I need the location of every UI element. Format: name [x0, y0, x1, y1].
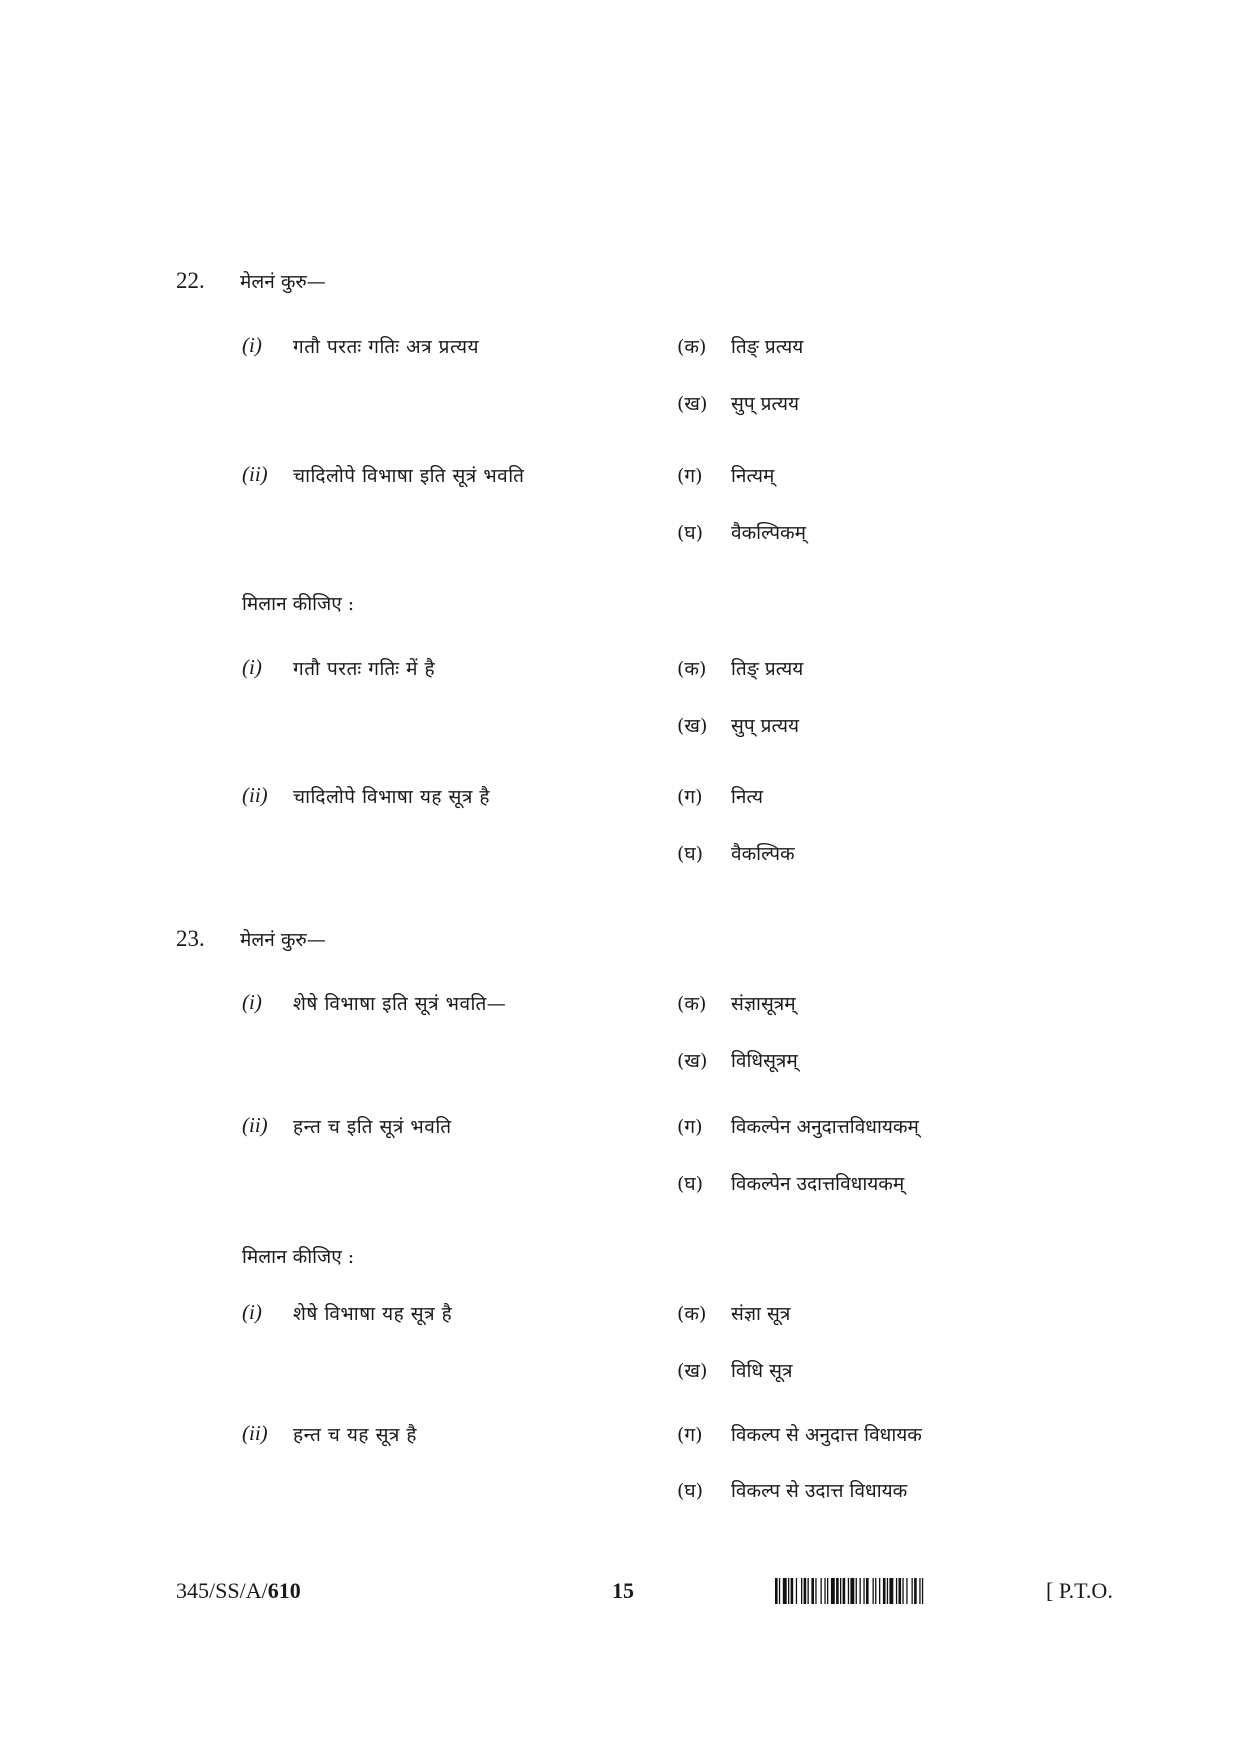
- q22-hindi-option-ga-label: (ग): [677, 786, 703, 808]
- q22-hindi-option-gha-label: (घ): [677, 843, 704, 865]
- q23-option-gha-label: (घ): [677, 1173, 704, 1195]
- q23-hindi-item-ii-text: हन्त च यह सूत्र है: [293, 1424, 418, 1446]
- q23-item-ii-number: (ii): [242, 1113, 268, 1137]
- q22-option-gha-label: (घ): [677, 522, 704, 544]
- question-22-heading: मेलनं कुरु—: [240, 271, 326, 293]
- q22-hindi-option-ka-text: तिङ् प्रत्यय: [731, 658, 804, 680]
- q23-item-i-text: शेषे विभाषा इति सूत्रं भवति—: [293, 993, 507, 1015]
- q23-hindi-heading: मिलान कीजिए :: [242, 1246, 355, 1268]
- q23-option-kha-label: (ख): [677, 1050, 708, 1072]
- q22-hindi-option-gha-text: वैकल्पिक: [731, 843, 795, 865]
- barcode-icon: [775, 1578, 1030, 1604]
- q23-hindi-item-ii-number: (ii): [242, 1421, 268, 1445]
- q23-hindi-item-i-text: शेषे विभाषा यह सूत्र है: [293, 1303, 453, 1325]
- q22-hindi-item-ii-number: (ii): [242, 783, 268, 807]
- q23-option-gha-text: विकल्पेन उदात्तविधायकम्: [731, 1173, 905, 1195]
- q23-hindi-option-kha-label: (ख): [677, 1360, 708, 1382]
- q23-item-i-number: (i): [242, 990, 262, 1014]
- q23-hindi-item-i-number: (i): [242, 1300, 262, 1324]
- q22-hindi-heading: मिलान कीजिए :: [242, 593, 355, 615]
- q22-hindi-item-i-number: (i): [242, 655, 262, 679]
- q22-item-i-number: (i): [242, 333, 262, 357]
- q22-option-kha-text: सुप् प्रत्यय: [731, 393, 800, 415]
- q22-hindi-option-ka-label: (क): [677, 658, 707, 680]
- q23-item-ii-text: हन्त च इति सूत्रं भवति: [293, 1116, 452, 1138]
- q23-hindi-option-ga-label: (ग): [677, 1424, 703, 1446]
- pto-label: [ P.T.O.: [1046, 1578, 1113, 1603]
- question-23-heading: मेलनं कुरु—: [240, 929, 326, 951]
- q23-hindi-option-ka-label: (क): [677, 1303, 707, 1325]
- paper-code: [176, 1578, 301, 1604]
- paper-code-prefix: 345/SS/A/: [176, 1578, 268, 1603]
- q23-hindi-option-kha-text: विधि सूत्र: [731, 1360, 793, 1382]
- q23-option-ga-text: विकल्पेन अनुदात्तविधायकम्: [731, 1116, 919, 1138]
- q22-hindi-item-ii-text: चादिलोपे विभाषा यह सूत्र है: [293, 786, 490, 808]
- q22-item-i-text: गतौ परतः गतिः अत्र प्रत्यय: [293, 336, 479, 358]
- question-23-number: 23.: [176, 926, 205, 951]
- question-22-number: 22.: [176, 268, 205, 293]
- q22-option-ka-text: तिङ् प्रत्यय: [731, 336, 804, 358]
- q23-option-ka-label: (क): [677, 993, 707, 1015]
- q22-hindi-option-ga-text: नित्य: [731, 786, 763, 808]
- q23-option-kha-text: विधिसूत्रम्: [731, 1050, 798, 1072]
- q22-hindi-item-i-text: गतौ परतः गतिः में है: [293, 658, 436, 680]
- q22-hindi-option-kha-label: (ख): [677, 715, 708, 737]
- q23-option-ka-text: संज्ञासूत्रम्: [731, 993, 796, 1015]
- q22-item-ii-text: चादिलोपे विभाषा इति सूत्रं भवति: [293, 465, 525, 487]
- q22-option-gha-text: वैकल्पिकम्: [731, 522, 806, 544]
- q22-item-ii-number: (ii): [242, 462, 268, 486]
- q23-hindi-option-ka-text: संज्ञा सूत्र: [731, 1303, 791, 1325]
- q23-hindi-option-ga-text: विकल्प से अनुदात्त विधायक: [731, 1424, 922, 1446]
- q23-option-ga-label: (ग): [677, 1116, 703, 1138]
- q22-option-kha-label: (ख): [677, 393, 708, 415]
- q22-hindi-option-kha-text: सुप् प्रत्यय: [731, 715, 800, 737]
- q22-option-ga-label: (ग): [677, 465, 703, 487]
- paper-code-number: 610: [267, 1578, 301, 1603]
- q22-option-ga-text: नित्यम्: [731, 465, 775, 487]
- q23-hindi-option-gha-text: विकल्प से उदात्त विधायक: [731, 1480, 908, 1502]
- page-number: 15: [612, 1578, 634, 1603]
- q22-option-ka-label: (क): [677, 336, 707, 358]
- q23-hindi-option-gha-label: (घ): [677, 1480, 704, 1502]
